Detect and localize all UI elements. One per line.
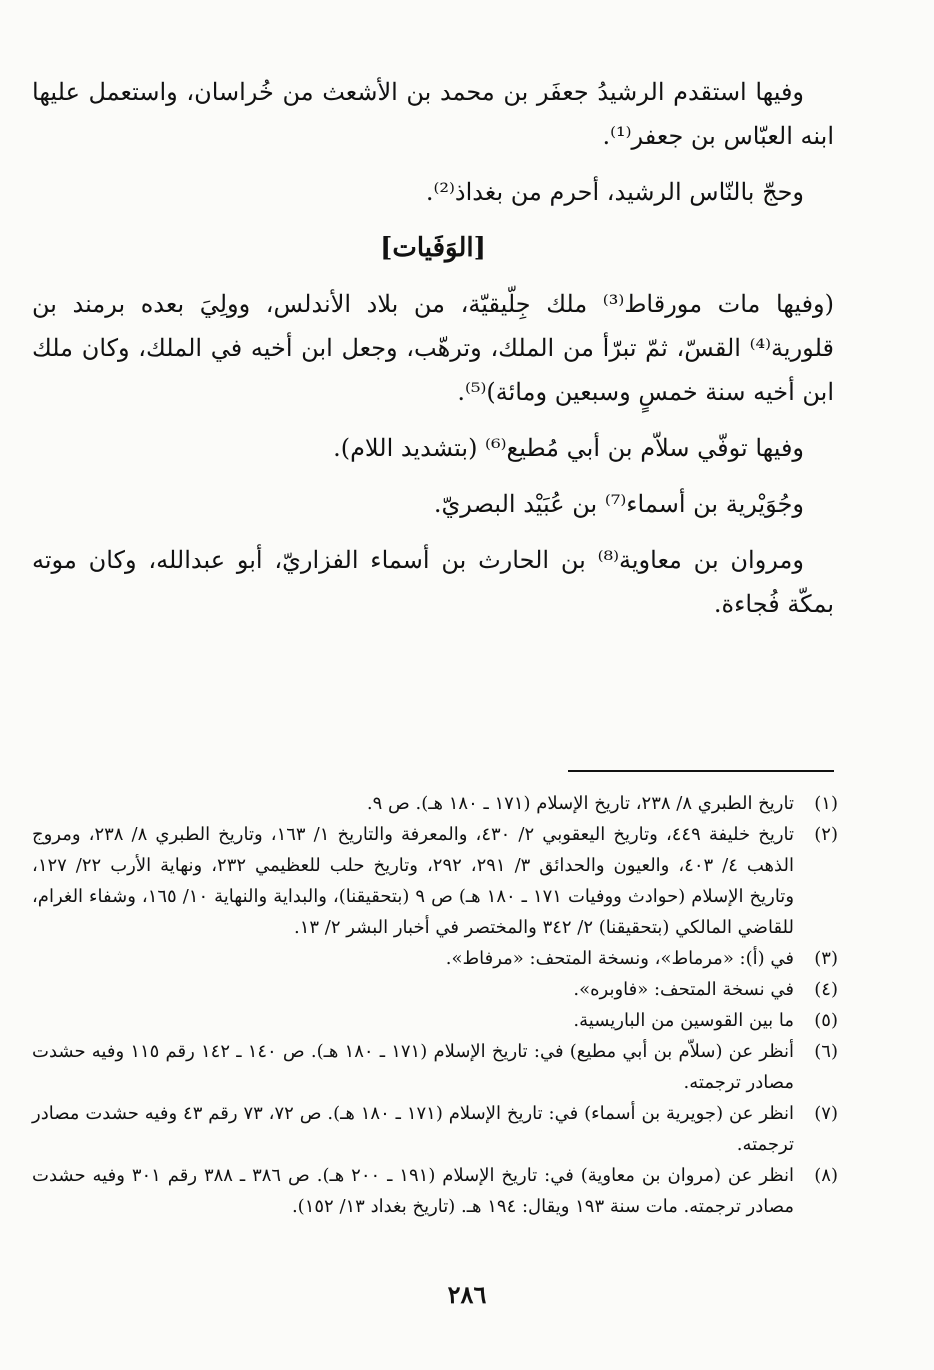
footnote-number: (٧) [814,1103,838,1124]
footnote-text: أنظر عن (سلاّم بن أبي مطيع) في: تاريخ الإسلام (١٧١ ـ ١٨٠ هـ). ص ١٤٠ ـ ١٤٢ رقم ١١٥ وفيه حشدت مصادر ترجمته. [32,1041,794,1093]
paragraph-2: وحجّ بالنّاس الرشيد، أحرم من بغداذ⁽²⁾. [425,178,804,206]
footnote-number: (٢) [814,824,838,845]
footnote-item [32,943,838,974]
footnote-item [32,1036,838,1098]
paragraph-4: وفيها توفّي سلاّم بن أبي مُطيع⁽⁶⁾ (بتشديد اللام). [333,434,804,462]
footnote-text: في (أ): «مرماط»، ونسخة المتحف: «مرفاط». [445,948,794,969]
paragraph-5: وجُوَيْرية بن أسماء⁽⁷⁾ بن عُبَيْد البصريّ. [433,490,804,518]
footnote-item [32,788,838,819]
main-text [32,70,834,638]
footnote-item [32,1005,838,1036]
footnote-text: في نسخة المتحف: «فاوبره». [573,979,794,1000]
footnote-text: ما بين القوسين من الباريسية. [573,1010,794,1031]
footnotes [32,788,838,1222]
footnote-divider [568,770,834,772]
footnote-text: انظر عن (مروان بن معاوية) في: تاريخ الإسلام (١٩١ ـ ٢٠٠ هـ). ص ٣٨٦ ـ ٣٨٨ رقم ٣٠١ وفيه حشدت مصادر ترجمته. مات سنة ١٩٣ ويقال: ١٩٤ هـ. (تاريخ بغداد ١٣/ ١٥٢). [32,1165,794,1217]
footnote-number: (٨) [814,1165,838,1186]
footnote-item [32,1160,838,1222]
paragraph-1: وفيها استقدم الرشيدُ جعفَر بن محمد بن الأشعث من خُراسان، واستعمل عليها ابنه العبّاس بن جعفر⁽¹⁾. [32,78,834,150]
paragraph-6: ومروان بن معاوية⁽⁸⁾ بن الحارث بن أسماء الفزاريّ، أبو عبدالله، وكان موته بمكّة فُجاءة. [32,546,834,618]
footnote-text: تاريخ الطبري ٨/ ٢٣٨، تاريخ الإسلام (١٧١ ـ ١٨٠ هـ). ص ٩. [366,793,794,814]
footnote-number: (٦) [814,1041,838,1062]
footnote-number: (٣) [814,948,838,969]
footnote-text: انظر عن (جويرية بن أسماء) في: تاريخ الإسلام (١٧١ ـ ١٨٠ هـ). ص ٧٢، ٧٣ رقم ٤٣ وفيه حشدت مصادر ترجمته. [32,1103,794,1155]
footnote-number: (٥) [814,1010,838,1031]
footnote-number: (١) [814,793,838,814]
page-number: ٢٨٦ [447,1280,487,1309]
footnote-item [32,819,838,943]
footnote-text: تاريخ خليفة ٤٤٩، وتاريخ اليعقوبي ٢/ ٤٣٠، والمعرفة والتاريخ ١/ ١٦٣، وتاريخ الطبري ٨/ ٢٣٨، ومروج الذهب ٤/ ٤٠٣، والعيون والحدائق ٣/ ٢٩١، ٢٩٢، وتاريخ حلب للعظيمي ٢٣٢، ونهاية الأرب ٢٢/ ١٢٧، وتاريخ الإسلام (حوادث ووفيات ١٧١ ـ ١٨٠ هـ) ص ٩ (بتحقيقنا)، والبداية والنهاية ١٠/ ١٦٥، وشفاء الغرام، للقاضي المالكي (بتحقيقنا) ٢/ ٣٤٢ والمختصر في أخبار البشر ٢/ ١٣. [32,824,795,938]
paragraph-3: (وفيها مات مورقاط⁽³⁾ ملك جِلّيقيّة، من بلاد الأندلس، وولِيَ بعده برمند بن قلورية⁽⁴⁾ القسّ، ثمّ تبرّأ من الملك، وترهّب، وجعل ابن أخيه في الملك، وكان ملك ابن أخيه سنة خمسٍ وسبعين ومائة)⁽⁵⁾. [32,290,834,406]
footnote-item [32,1098,838,1160]
section-heading: [الوَفَيات] [380,233,486,263]
footnote-number: (٤) [814,979,838,1000]
footnote-item [32,974,838,1005]
